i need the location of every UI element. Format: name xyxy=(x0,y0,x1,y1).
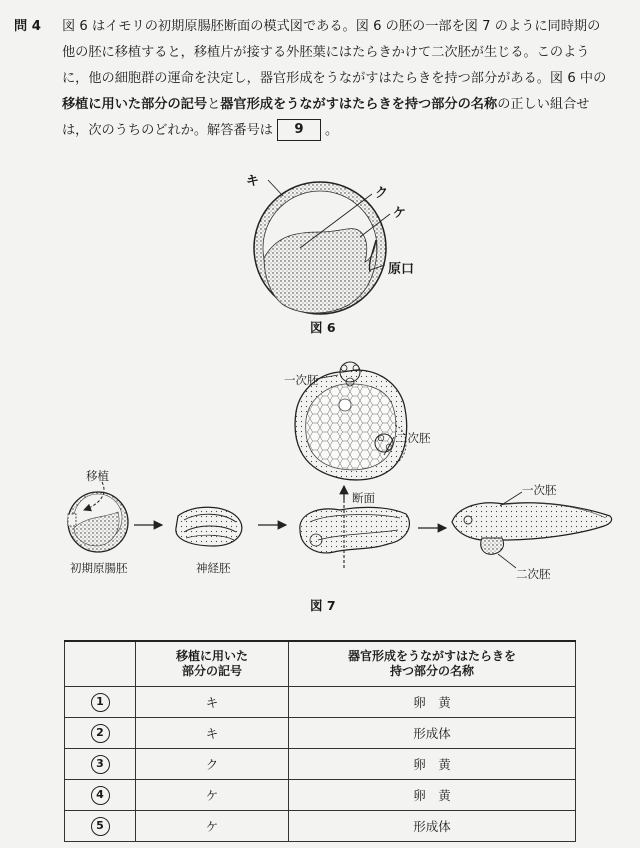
option-name: 形成体 xyxy=(289,811,576,842)
option-name: 形成体 xyxy=(289,718,576,749)
option-symbol: ク xyxy=(136,749,289,780)
question-line-1: 問 4 図 6 はイモリの初期原腸胚断面の模式図である。図 6 の胚の一部を図 7 のように同時期の xyxy=(14,14,626,40)
question-number: 問 4 xyxy=(14,19,41,34)
label-ku: ク xyxy=(375,186,389,201)
question-line-2: 他の胚に移植すると，移植片が接する外胚葉にはたらきかけて二次胚が生じる。このよう xyxy=(62,45,590,60)
option-symbol: ケ xyxy=(136,780,289,811)
label-section: 断面 xyxy=(352,491,375,505)
label-secondary-top: 二次胚 xyxy=(396,431,431,445)
question-line-5: は，次のうちのどれか。解答番号は 9 。 xyxy=(14,118,626,144)
header-symbol: 移植に用いた 部分の記号 xyxy=(136,641,289,687)
label-secondary-right: 二次胚 xyxy=(516,567,551,581)
label-ke: ケ xyxy=(393,206,407,221)
label-ki: キ xyxy=(246,174,260,189)
option-symbol: キ xyxy=(136,687,289,718)
option-symbol: ケ xyxy=(136,811,289,842)
label-primary-top: 一次胚 xyxy=(284,373,319,387)
figure6-caption: 図 6 xyxy=(310,320,336,335)
figure6-gastrula xyxy=(254,180,390,314)
table-row[interactable] xyxy=(65,811,576,842)
figure7-caption: 図 7 xyxy=(310,598,336,613)
option-number: 1 xyxy=(65,687,136,718)
figure7-tadpole xyxy=(452,492,612,568)
table-row[interactable] xyxy=(65,718,576,749)
label-ishoku: 移植 xyxy=(86,469,109,483)
table-header-row xyxy=(65,641,576,687)
label-primary-right: 一次胚 xyxy=(522,483,557,497)
option-name: 卵 黄 xyxy=(289,780,576,811)
table-row[interactable] xyxy=(65,687,576,718)
answer-table xyxy=(64,640,576,842)
label-early-gastrula: 初期原腸胚 xyxy=(70,561,128,575)
label-genko: 原口 xyxy=(388,262,415,277)
option-number: 3 xyxy=(65,749,136,780)
option-number: 4 xyxy=(65,780,136,811)
table-row[interactable] xyxy=(65,749,576,780)
header-blank xyxy=(65,641,136,687)
option-name: 卵 黄 xyxy=(289,687,576,718)
option-number: 2 xyxy=(65,718,136,749)
figure7-gastrula xyxy=(68,482,128,552)
option-symbol: キ xyxy=(136,718,289,749)
question-line-4: 移植に用いた部分の記号と器官形成をうながすはたらきを持つ部分の名称の正しい組合せ xyxy=(62,97,590,112)
answer-number-box: 9 xyxy=(277,119,321,141)
option-name: 卵 黄 xyxy=(289,749,576,780)
question-line-3: に，他の細胞群の運命を決定し，器官形成をうながすはたらきを持つ部分がある。図 6 中の xyxy=(62,71,607,86)
header-name: 器官形成をうながすはたらきを 持つ部分の名称 xyxy=(289,641,576,687)
option-number: 5 xyxy=(65,811,136,842)
figure7-neurula xyxy=(176,507,242,546)
table-row[interactable] xyxy=(65,780,576,811)
label-neurula: 神経胚 xyxy=(196,561,231,575)
